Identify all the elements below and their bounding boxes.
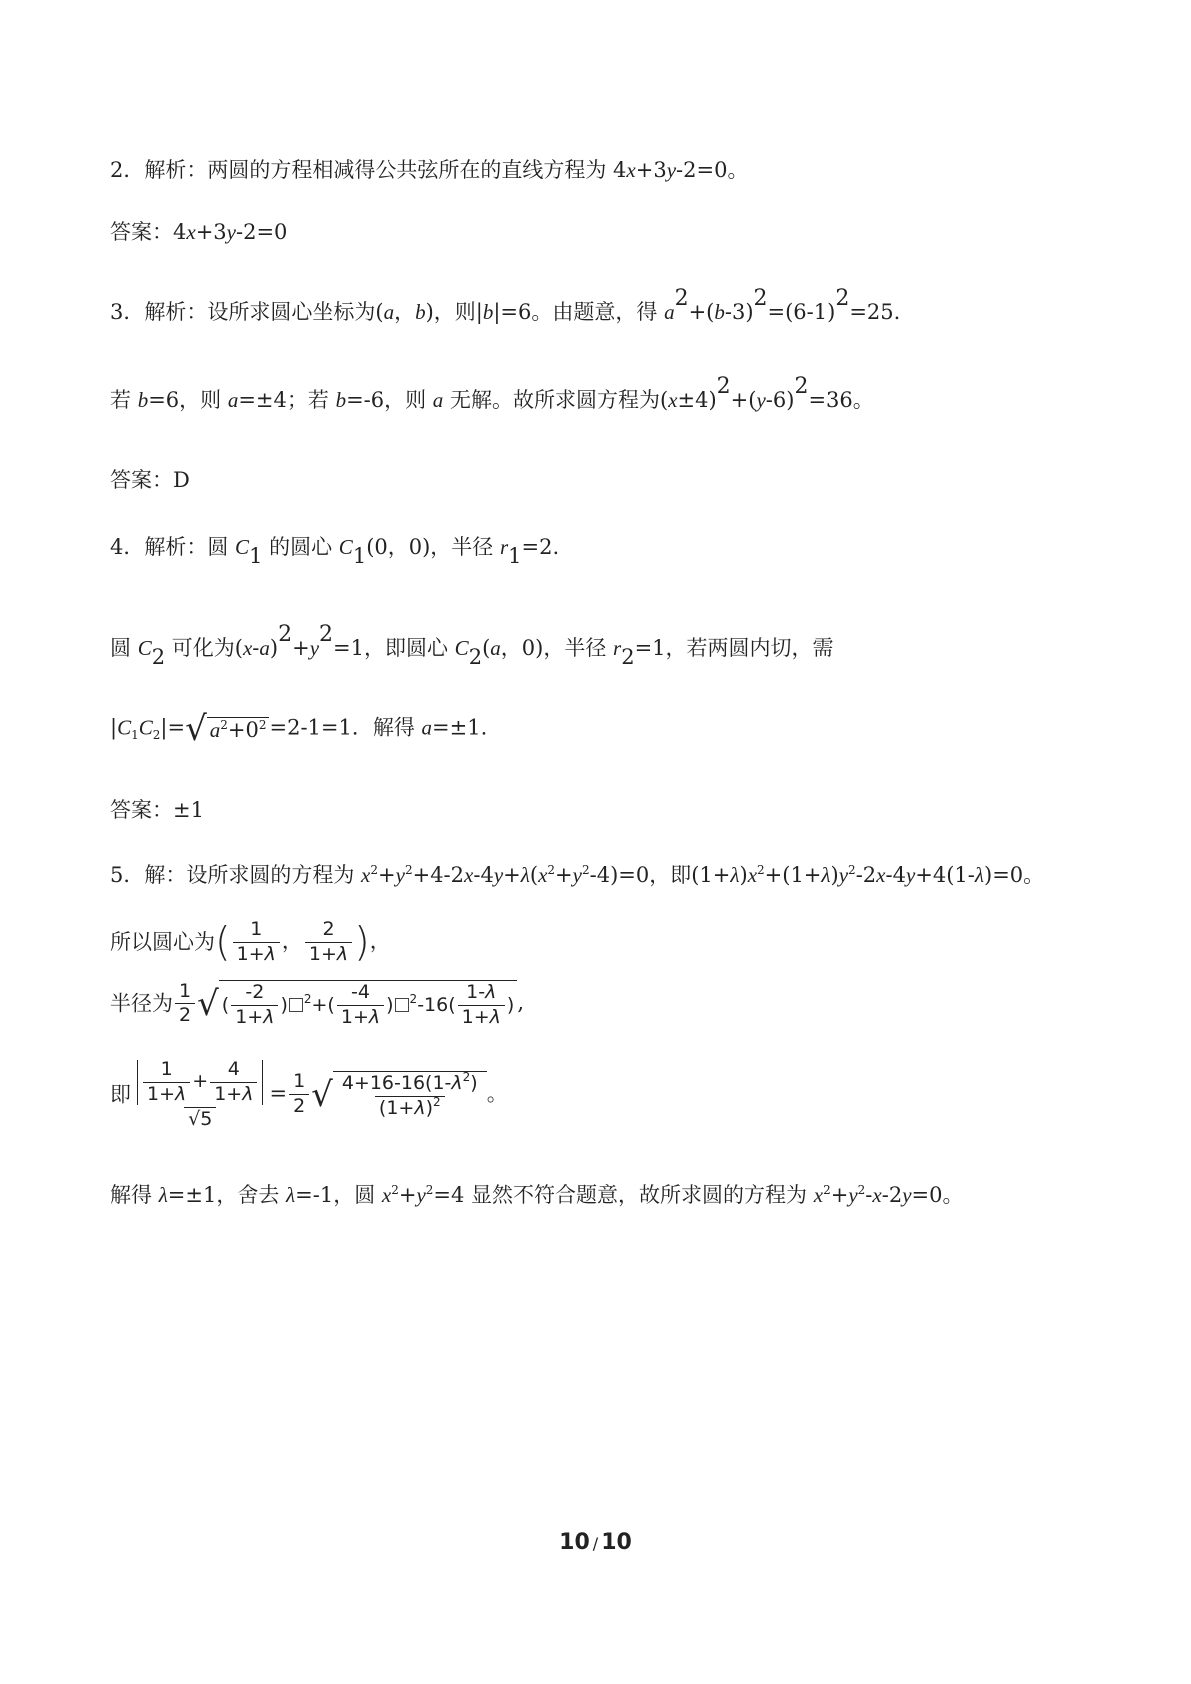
- solution-5-center: 所以圆心为( $\frac{1}{1+\lambda}$ ， $\frac{2}{1+\lambda}$ )，: [110, 918, 391, 966]
- solution-4-line-3: |C1C2|=√ $a^2+0^2 =2-1=1$．解得 a=±1.: [110, 709, 488, 749]
- page-number: [0, 1530, 1191, 1555]
- solution-5-equation: 即 $\frac{1}{1+\lambda}$ + $\frac{4}{1+\lambda}$ √5 = $\frac{1}{2}$ √ $\frac{4+16-16(1-\lambda^2)}{(1+\lambda)^2}$ 。: [110, 1058, 508, 1130]
- solution-3-line-2: 若 b=6，则 a=±4；若 b=-6，则 a 无解。故所求圆方程为(x±4)2+(y-6)2=36。: [110, 374, 874, 412]
- solution-4-line-1: 4．解析：圆 C1 的圆心 C1(0，0)，半径 r1=2.: [110, 535, 560, 568]
- sqrt-expression: √ $a^2+0^2$: [185, 712, 269, 746]
- solution-3-line-1: 3．解析：设所求圆心坐标为(a，b)，则|b|=6。由题意，得 a2+(b-3)2=(6-1)2=25.: [110, 286, 901, 324]
- solution-2-line: 2．解析：两圆的方程相减得公共弦所在的直线方程为 4x+3y-2=0。: [110, 158, 749, 182]
- solution-5-conclusion: 解得 λ=±1，舍去 λ=-1，圆 $x^2+y^2=4$ 显然不符合题意，故所求圆的方程为 $x^2+y^2-x-2y=0$。: [110, 1183, 964, 1207]
- page-separator: /: [592, 1534, 599, 1553]
- solution-5-radius: 半径为 $\frac{1}{2}$ √ ( $\frac{-2}{1+\lambda}$ ) $^2$+( $\frac{-4}{1+\lambda}$ ) $^2$-16( $\frac{1-\lambda}{1+\lambda}$ ) ,: [110, 979, 525, 1028]
- answer-2: 答案：4x+3y-2=0: [110, 220, 288, 244]
- solution-4-line-2: 圆 C2 可化为(x-a)2+y2=1，即圆心 C2(a，0)，半径 r2=1，若两圆内切，需: [110, 622, 834, 669]
- page-current: 10: [559, 1530, 590, 1555]
- answer-4: 答案：±1: [110, 798, 204, 822]
- solution-5-line-1: 5．解：设所求圆的方程为 $x^2+y^2+4-2x-4y+\lambda(x^2+y^2-4)=0$，即$(1+\lambda)x^2+(1+\lambda)y^2-2x-4y+4(1-\lambda)=0$。: [110, 863, 1045, 887]
- page-total: 10: [601, 1530, 632, 1555]
- answer-3: 答案：D: [110, 468, 190, 492]
